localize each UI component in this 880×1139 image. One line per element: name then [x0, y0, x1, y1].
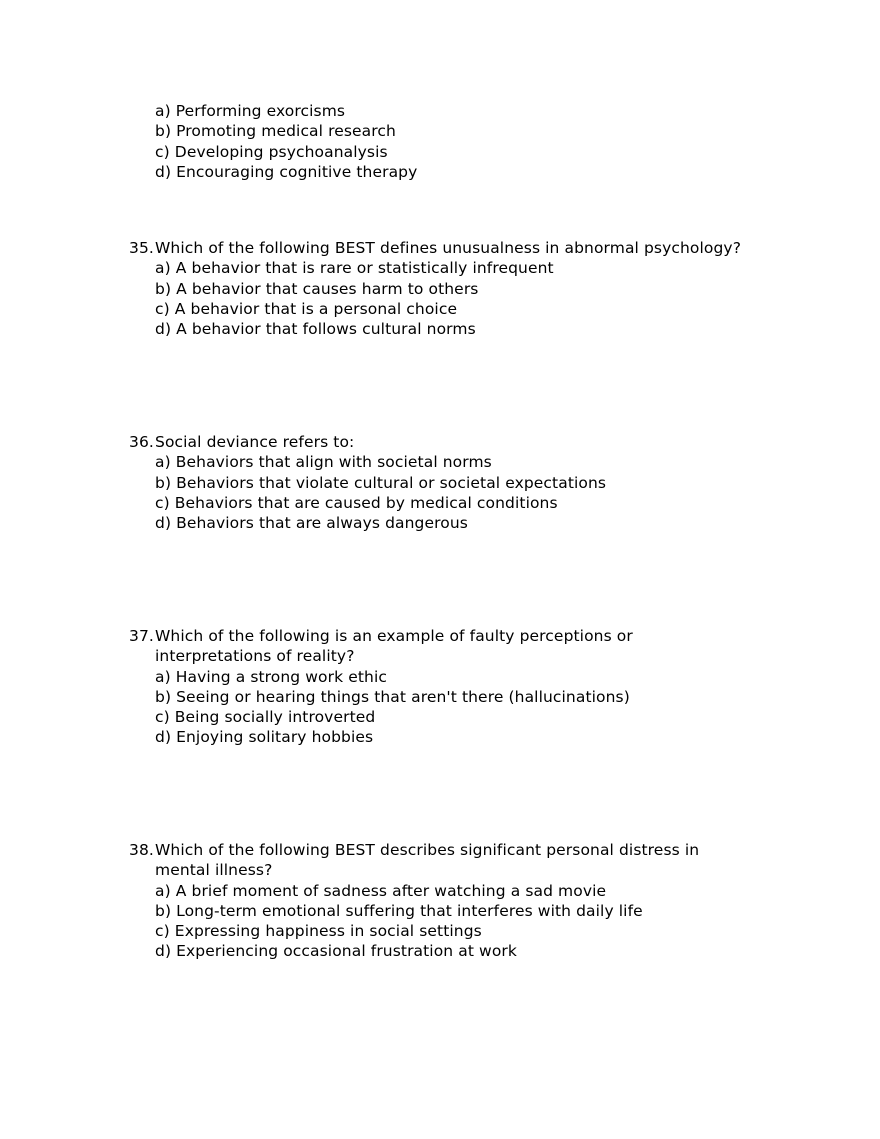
question-text-line-2: interpretations of reality? [155, 647, 355, 666]
option-b: b) Long-term emotional suffering that interferes with daily life [155, 901, 643, 920]
option-a: a) Performing exorcisms [155, 102, 346, 120]
option-c: c) Developing psychoanalysis [155, 142, 388, 161]
option-a: a) A brief moment of sadness after watching a sad movie [155, 881, 607, 900]
option-b: b) Behaviors that violate cultural or societal expectations [155, 473, 607, 492]
question-number: 38. [129, 841, 154, 859]
option-c: c) A behavior that is a personal choice [155, 299, 458, 318]
question-35-stem [129, 238, 809, 258]
question-text-line-2: mental illness? [155, 861, 273, 880]
question-number: 35. [129, 239, 154, 257]
question-35 [129, 238, 809, 339]
question-text: Social deviance refers to: [155, 433, 355, 451]
option-c: c) Being socially introverted [155, 708, 376, 727]
option-b: b) Promoting medical research [155, 122, 396, 141]
question-text: Which of the following BEST defines unusualness in abnormal psychology? [155, 239, 742, 257]
option-b: b) A behavior that causes harm to others [155, 279, 479, 298]
question-37 [129, 626, 809, 748]
question-34-options [129, 101, 809, 182]
option-d: d) A behavior that follows cultural norms [155, 320, 476, 339]
question-38-stem [129, 840, 809, 881]
option-a: a) Behaviors that align with societal norms [155, 453, 492, 472]
option-d: d) Encouraging cognitive therapy [155, 162, 418, 181]
question-36-stem [129, 432, 809, 452]
question-text-line-1: Which of the following BEST describes significant personal distress in [155, 841, 700, 859]
question-37-stem [129, 626, 809, 667]
question-36 [129, 432, 809, 533]
question-number: 37. [129, 627, 154, 645]
question-text-line-1: Which of the following is an example of faulty perceptions or [155, 627, 633, 645]
option-c: c) Expressing happiness in social settings [155, 922, 482, 941]
option-b: b) Seeing or hearing things that aren't there (hallucinations) [155, 687, 630, 706]
option-a: a) A behavior that is rare or statistically infrequent [155, 259, 554, 278]
question-38 [129, 840, 809, 962]
option-c: c) Behaviors that are caused by medical conditions [155, 493, 558, 512]
option-a: a) Having a strong work ethic [155, 667, 387, 686]
option-d: d) Behaviors that are always dangerous [155, 514, 468, 533]
option-d: d) Experiencing occasional frustration at work [155, 942, 517, 961]
question-number: 36. [129, 433, 154, 451]
option-d: d) Enjoying solitary hobbies [155, 728, 374, 747]
